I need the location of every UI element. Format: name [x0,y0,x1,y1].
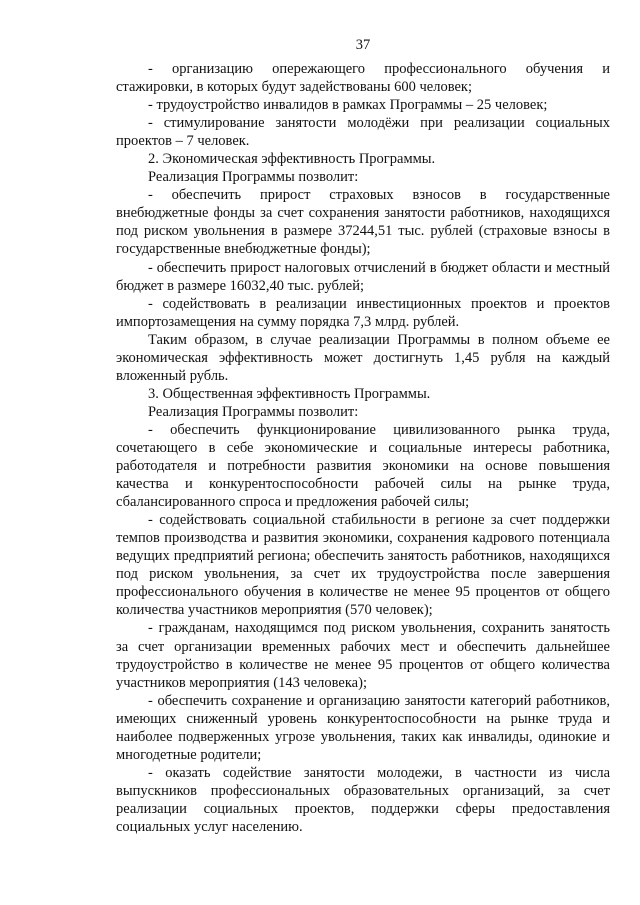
paragraph-11: Реализация Программы позволит: [148,403,359,420]
page-number: 37 [355,37,371,53]
paragraph-13: - содействовать социальной стабильности в регионе за счет поддержки темпов производства и развития экономики, сохранения кадрового потенциала ведущих предприятий региона; обеспечить занятость работников, находящихся под риском увольнения, за счет их трудоустройства после завершения профессионального обучения в количестве не менее 95 процентов от общего количества участников мероприятия (570 человек); [116,512,610,619]
paragraph-12: - обеспечить функционирование цивилизованного рынка труда, сочетающего в себе экономические и социальные интересы работника, работодателя и потребности развития экономики на основе повышения качества и конкурентоспособности рабочей силы на рынке труда, сбалансированного спроса и предложения рабочей силы; [116,421,610,511]
paragraph-1: - организацию опережающего профессионального обучения и стажировки, в которых будут задействованы 600 человек; [116,61,610,96]
paragraph-9: Таким образом, в случае реализации Программы в полном объеме ее экономическая эффективность может достигнуть 1,45 рубля на каждый вложенный рубль. [116,331,610,384]
paragraph-2: - трудоустройство инвалидов в рамках Программы – 25 человек; [148,97,548,114]
paragraph-8: - содействовать в реализации инвестиционных проектов и проектов импортозамещения на сумму порядка 7,3 млрд. рублей. [116,295,610,330]
section-heading-social: 3. Общественная эффективность Программы. [148,385,431,402]
paragraph-5: Реализация Программы позволит: [148,169,359,186]
paragraph-14: - гражданам, находящимся под риском увольнения, сохранить занятость за счет организации временных рабочих мест и обеспечить дальнейшее трудоустройство в количестве не менее 95 процентов от общего количества участников мероприятия (143 человека); [116,620,610,691]
paragraph-16: - оказать содействие занятости молодежи, в частности из числа выпускников профессиональных образовательных организаций, за счет реализации социальных проектов, поддержки сферы предоставления социальных услуг населению. [116,764,610,835]
body-text [116,60,610,836]
paragraph-15: - обеспечить сохранение и организацию занятости категорий работников, имеющих сниженный уровень конкурентоспособности на рынке труда и наиболее подверженных угрозе увольнения, таких как инвалиды, одинокие и многодетные родители; [116,692,610,763]
section-heading-economic: 2. Экономическая эффективность Программы. [148,151,436,168]
paragraph-6: - обеспечить прирост страховых взносов в государственные внебюджетные фонды за счет сохранения занятости работников, находящихся под риском увольнения в размере 37244,51 тыс. рублей (страховые взносы в государственные внебюджетные фонды); [116,187,610,258]
paragraph-3: - стимулирование занятости молодёжи при реализации социальных проектов – 7 человек. [116,115,610,150]
paragraph-7: - обеспечить прирост налоговых отчислений в бюджет области и местный бюджет в размере 16032,40 тыс. рублей; [116,259,610,294]
